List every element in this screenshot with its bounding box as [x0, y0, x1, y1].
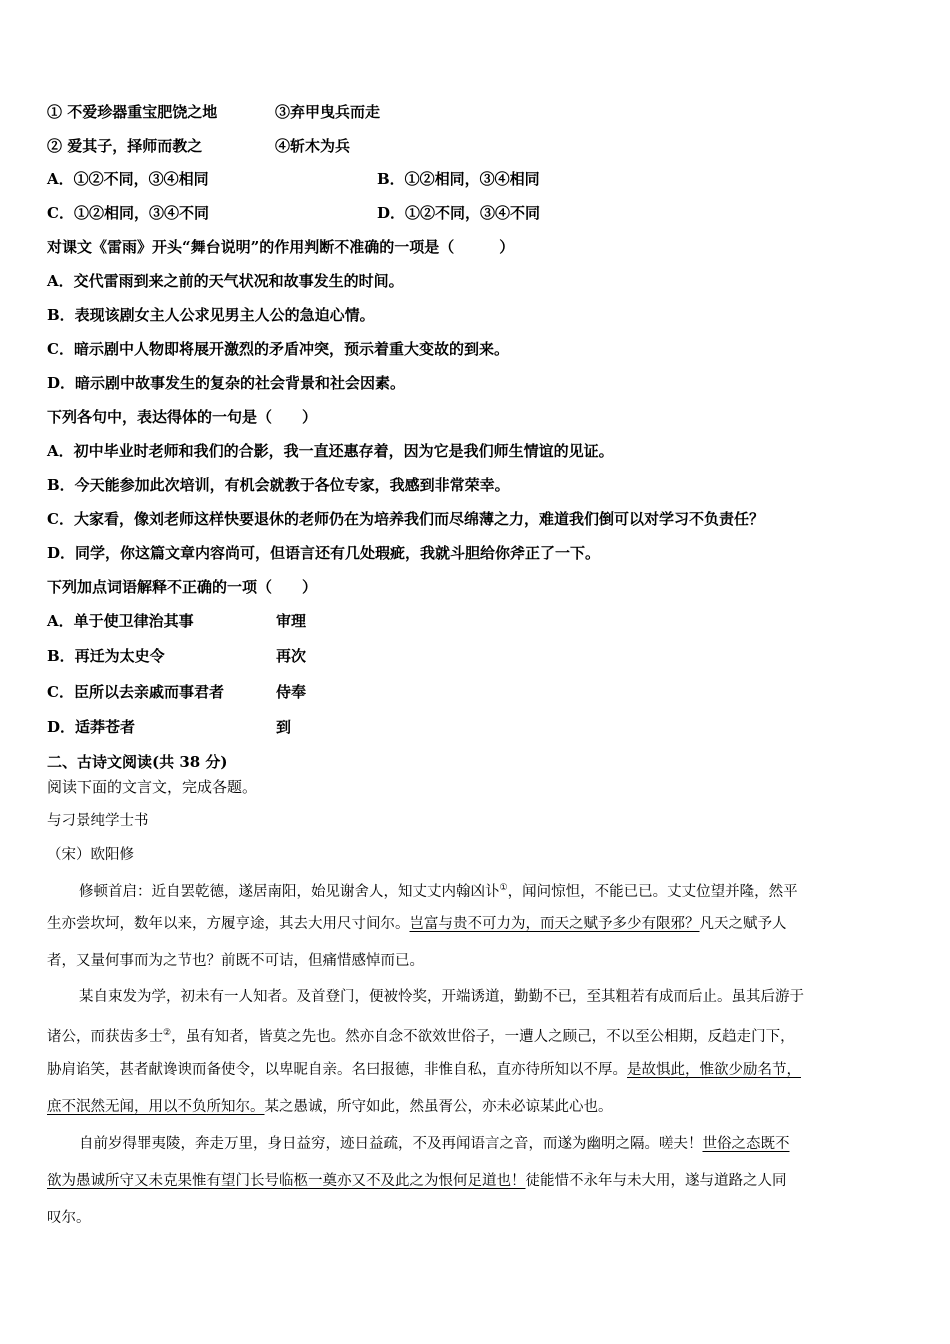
section-instruction: 阅读下面的文言文，完成各题。	[47, 778, 258, 796]
option-b: B．再迁为太史令	[47, 647, 165, 665]
passage-p3-line3: 叹尔。	[47, 1210, 91, 1226]
question-stem: 下列各句中，表达得体的一句是（ ）	[47, 408, 318, 426]
option-d-meaning: 到	[276, 718, 292, 736]
option-a: A．单于使卫律治其事	[47, 612, 194, 630]
footnote-2: ②	[163, 1028, 172, 1038]
item-1: ① 不爱珍器重宝肥饶之地	[47, 103, 218, 121]
passage-p1-line1: 修顿首启：近自罢乾德，遂居南阳，始见谢舍人，知丈丈内翰凶讣①，闻问惊怛，不能已已。丈丈位望并隆，然平	[79, 883, 798, 900]
passage-p2-line4: 庶不泯然无闻，用以不负所知尔。某之愚诚，所守如此，然虽胥公，亦未必谅某此心也。	[47, 1099, 613, 1115]
item-4: ④斩木为兵	[275, 137, 351, 155]
option-d: D．同学，你这篇文章内容尚可，但语言还有几处瑕疵，我就斗胆给你斧正了一下。	[47, 544, 601, 562]
underlined-sentence: 岂富与贵不可力为，而天之赋予多少有限邪？	[409, 916, 700, 932]
section-heading: 二、古诗文阅读(共 38 分)	[47, 753, 228, 771]
option-d: D．①②不同，③④不同	[377, 204, 541, 222]
footnote-1: ①	[499, 883, 508, 893]
option-b: B．表现该剧女主人公求见男主人公的急迫心情。	[47, 306, 375, 324]
passage-p3-line2: 欲为愚诚所守又未克果惟有望门长号临柩一奠亦又不及此之为恨何足道也！徒能惜不永年与未大用，遂与道路之人同	[47, 1173, 787, 1189]
passage-p1-line2: 生亦尝坎坷，数年以来，方履亨途，其去大用尺寸间尔。岂富与贵不可力为，而天之赋予多少有限邪？凡天之赋予人	[47, 916, 787, 932]
item-3: ③弃甲曳兵而走	[275, 103, 381, 121]
option-c: C．①②相同，③④不同	[47, 204, 209, 222]
passage-p2-line1: 某自束发为学，初未有一人知者。及首登门，便被怜奖，开端诱道，勤勤不已，至其粗若有成而后止。虽其后游于	[79, 989, 804, 1005]
underlined-sentence: 庶不泯然无闻，用以不负所知尔。	[47, 1099, 265, 1115]
passage-p3-line1: 自前岁得罪夷陵，奔走万里，身日益穷，迹日益疏，不及再闻语言之音，而遂为幽明之隔。嗟夫！世俗之态既不	[79, 1136, 790, 1152]
passage-p2-line3: 胁肩谄笑，甚者献谗谀而备使令，以卑昵自亲。名曰报德，非惟自私，直亦待所知以不厚。是故惧此，惟欲少励名节，	[47, 1062, 801, 1078]
question-stem: 对课文《雷雨》开头“舞台说明”的作用判断不准确的一项是（ ）	[47, 238, 515, 256]
option-d: D．暗示剧中故事发生的复杂的社会背景和社会因素。	[47, 374, 406, 392]
question-stem: 下列加点词语解释不正确的一项（ ）	[47, 578, 318, 596]
option-b: B．①②相同，③④相同	[377, 170, 540, 188]
passage-p1-line3: 者，又量何事而为之节也？前既不可诘，但痛惜感悼而已。	[47, 953, 424, 969]
option-b: B．今天能参加此次培训，有机会就教于各位专家，我感到非常荣幸。	[47, 476, 510, 494]
passage-title: 与刁景纯学士书	[47, 813, 149, 829]
underlined-sentence: 欲为愚诚所守又未克果惟有望门长号临柩一奠亦又不及此之为恨何足道也！	[47, 1173, 526, 1189]
option-c: C．臣所以去亲戚而事君者	[47, 683, 224, 701]
option-b-meaning: 再次	[276, 647, 307, 665]
option-a: A．交代雷雨到来之前的天气状况和故事发生的时间。	[47, 272, 404, 290]
option-a-meaning: 审理	[276, 612, 307, 630]
underlined-sentence: 是故惧此，惟欲少励名节，	[627, 1062, 801, 1078]
option-c: C．暗示剧中人物即将展开激烈的矛盾冲突，预示着重大变故的到来。	[47, 340, 509, 358]
option-a: A．①②不同，③④相同	[47, 170, 209, 188]
passage-p2-line2: 诸公，而获齿多士②，虽有知者，皆莫之先也。然亦自念不欲效世俗子，一遭人之顾己，不以至公相期，反趋走门下，	[47, 1028, 795, 1045]
item-2: ② 爱其子，择师而教之	[47, 137, 203, 155]
option-c: C．大家看，像刘老师这样快要退休的老师仍在为培养我们而尽绵薄之力，难道我们倒可以对学习不负责任？	[47, 510, 764, 528]
passage-author: （宋）欧阳修	[47, 847, 134, 863]
underlined-sentence: 世俗之态既不	[702, 1136, 790, 1152]
option-d: D．适莽苍者	[47, 718, 136, 736]
option-c-meaning: 侍奉	[276, 683, 307, 701]
option-a: A．初中毕业时老师和我们的合影，我一直还惠存着，因为它是我们师生情谊的见证。	[47, 442, 614, 460]
